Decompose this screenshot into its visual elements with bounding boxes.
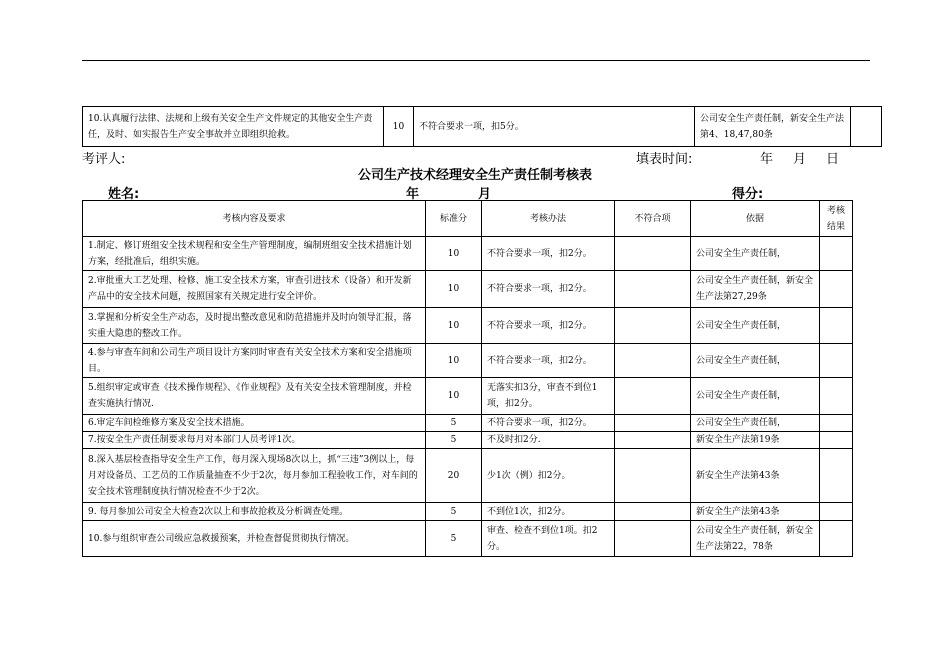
basis-cell: 公司安全生产责任制， <box>691 378 820 415</box>
nonconform-cell <box>615 237 691 271</box>
score-cell: 5 <box>426 521 482 557</box>
fill-time-label: 填表时间: <box>636 152 693 167</box>
nonconform-cell <box>615 503 691 521</box>
method-cell: 无落实扣3分，审查不到位1项，扣2分。 <box>482 378 615 415</box>
content-cell: 1.制定、修订班组安全技术规程和安全生产管理制度，编制班组安全技术措施计划方案，经批准后，组织实施。 <box>83 237 426 271</box>
basis-cell: 新安全生产法第43条 <box>691 449 820 503</box>
header-score: 标准分 <box>426 201 482 237</box>
result-cell <box>851 107 882 147</box>
header-content: 考核内容及要求 <box>83 201 426 237</box>
result-cell <box>820 344 853 378</box>
score-cell: 20 <box>426 449 482 503</box>
table-row <box>83 271 853 308</box>
table-row <box>83 432 853 449</box>
method-cell: 不符合要求一项，扣2分。 <box>482 344 615 378</box>
nonconform-cell <box>615 308 691 344</box>
header-row <box>83 201 853 237</box>
table-row <box>83 344 853 378</box>
method-cell: 不符合要求一项，扣2分。 <box>482 271 615 308</box>
content-cell: 2.审批重大工艺处理、检修、施工安全技术方案，审查引进技术（设备）和开发新产品中的安全技术问题，按照国家有关规定进行安全评价。 <box>83 271 426 308</box>
score-cell: 5 <box>426 432 482 449</box>
score-cell: 10 <box>426 271 482 308</box>
method-cell: 不及时扣2分. <box>482 432 615 449</box>
method-cell: 少1次（例）扣2分。 <box>482 449 615 503</box>
result-cell <box>820 378 853 415</box>
method-cell: 不符合要求一项，扣2分。 <box>482 415 615 432</box>
content-cell: 8.深入基层检查指导安全生产工作，每月深入现场8次以上，抓“三违”3例以上，每月对设备员、工艺员的工作质量抽查不少于2次，每月参加工程验收工作，对车间的安全技术管理制度执行情况检查不少于2次。 <box>83 449 426 503</box>
table-row <box>83 308 853 344</box>
result-cell <box>820 415 853 432</box>
content-cell: 4.参与审查车间和公司生产项目设计方案同时审查有关安全技术方案和安全措施项目。 <box>83 344 426 378</box>
basis-cell: 公司安全生产责任制，新安全生产法第27,29条 <box>691 271 820 308</box>
evaluator-label: 考评人: <box>82 152 126 167</box>
table-row <box>83 521 853 557</box>
header-nonconform: 不符合项 <box>615 201 691 237</box>
page-title: 公司生产技术经理安全生产责任制考核表 <box>357 168 592 183</box>
content-cell: 10.参与组织审查公司级应急救援预案，并检查督促贯彻执行情况。 <box>83 521 426 557</box>
result-cell <box>820 432 853 449</box>
basis-cell: 公司安全生产责任制， <box>691 237 820 271</box>
assessment-table <box>82 200 853 557</box>
month-label: 月 <box>793 152 807 167</box>
score-cell: 10 <box>426 308 482 344</box>
month-label-2: 月 <box>478 187 492 202</box>
content-cell: 6.审定车间检维修方案及安全技术措施。 <box>83 415 426 432</box>
method-cell: 审查、检查不到位1项。扣2分。 <box>482 521 615 557</box>
header-result: 考核结果 <box>820 201 853 237</box>
basis-cell: 公司安全生产责任制， <box>691 308 820 344</box>
nonconform-cell <box>615 271 691 308</box>
result-cell <box>820 271 853 308</box>
content-cell: 9. 每月参加公司安全大检查2次以上和事故抢救及分析调查处理。 <box>83 503 426 521</box>
method-cell: 不到位1次，扣2分。 <box>482 503 615 521</box>
result-cell <box>820 503 853 521</box>
score-cell: 10 <box>426 378 482 415</box>
score-label: 得分: <box>732 187 764 202</box>
table-row <box>83 237 853 271</box>
name-label: 姓名: <box>108 187 140 202</box>
basis-cell: 新安全生产法第43条 <box>691 503 820 521</box>
score-cell: 10 <box>384 107 414 147</box>
basis-cell: 公司安全生产责任制， <box>691 344 820 378</box>
method-cell: 不符合要求一项，扣2分。 <box>482 308 615 344</box>
nonconform-cell <box>615 415 691 432</box>
content-cell: 3.掌握和分析安全生产动态，及时提出整改意见和防范措施并及时向领导汇报，落实重大隐患的整改工作。 <box>83 308 426 344</box>
basis-cell: 公司安全生产责任制，新安全生产法第4、18,47,80条 <box>695 107 851 147</box>
basis-cell: 公司安全生产责任制， <box>691 415 820 432</box>
nonconform-cell <box>615 378 691 415</box>
method-cell: 不符合要求一项，扣5分。 <box>414 107 695 147</box>
result-cell <box>820 308 853 344</box>
nonconform-cell <box>615 344 691 378</box>
nonconform-cell <box>615 521 691 557</box>
result-cell <box>820 521 853 557</box>
table-row <box>83 107 882 147</box>
score-cell: 10 <box>426 344 482 378</box>
basis-cell: 新安全生产法第19条 <box>691 432 820 449</box>
score-cell: 5 <box>426 503 482 521</box>
table-row <box>83 378 853 415</box>
table-row <box>83 503 853 521</box>
content-cell: 10.认真履行法律、法规和上级有关安全生产文件规定的其他安全生产责任，及时、如实报告生产安全事故并立即组织抢救。 <box>83 107 384 147</box>
header-method: 考核办法 <box>482 201 615 237</box>
nonconform-cell <box>615 432 691 449</box>
score-cell: 10 <box>426 237 482 271</box>
content-cell: 5.组织审定或审查《技术操作规程》、《作业规程》及有关安全技术管理制度，并检查实施执行情况. <box>83 378 426 415</box>
table-row <box>83 449 853 503</box>
table-row <box>83 415 853 432</box>
year-label: 年 <box>760 152 774 167</box>
method-cell: 不符合要求一项，扣2分。 <box>482 237 615 271</box>
day-label: 日 <box>826 152 840 167</box>
score-cell: 5 <box>426 415 482 432</box>
year-label-2: 年 <box>406 187 420 202</box>
result-cell <box>820 237 853 271</box>
header-basis: 依据 <box>691 201 820 237</box>
basis-cell: 公司安全生产责任制，新安全生产法第22，78条 <box>691 521 820 557</box>
content-cell: 7.按安全生产责任制要求每月对本部门人员考评1次。 <box>83 432 426 449</box>
header-rule <box>82 60 870 61</box>
previous-page-table <box>82 106 882 147</box>
result-cell <box>820 449 853 503</box>
nonconform-cell <box>615 449 691 503</box>
